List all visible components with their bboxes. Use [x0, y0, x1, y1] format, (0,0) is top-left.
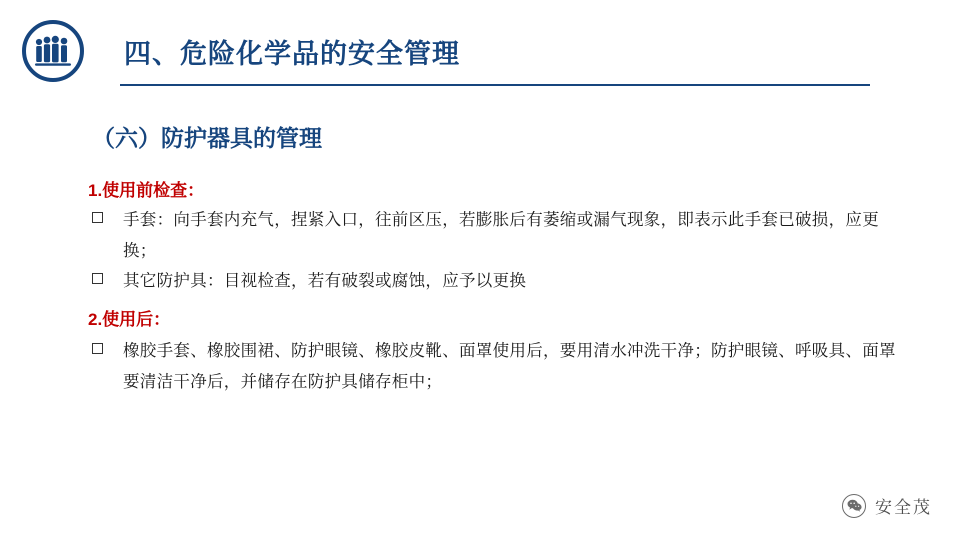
- group-heading-1: 1.使用前检查：: [88, 181, 205, 200]
- list-item: [92, 266, 904, 297]
- wechat-icon: [842, 494, 866, 518]
- watermark: [842, 493, 932, 518]
- group-heading-2: 2.使用后：: [88, 310, 171, 329]
- people-group-icon: [22, 20, 84, 82]
- list-item-text: 手套：向手套内充气，捏紧入口，往前区压，若膨胀后有萎缩或漏气现象，即表示此手套已破损，应更换；: [123, 211, 879, 261]
- watermark-text: 安全茂: [875, 498, 932, 517]
- square-bullet-icon: [92, 273, 103, 284]
- section-title: （六）防护器具的管理: [92, 125, 322, 151]
- page-title: 四、危险化学品的安全管理: [124, 39, 460, 69]
- list-item: [92, 336, 904, 399]
- list-item: [92, 205, 904, 268]
- slide-header: [0, 0, 960, 96]
- square-bullet-icon: [92, 343, 103, 354]
- list-item-text: 橡胶手套、橡胶围裙、防护眼镜、橡胶皮靴、面罩使用后，要用清水冲洗干净；防护眼镜、呼吸具、面罩要清洁干净后，并储存在防护具储存柜中；: [123, 342, 896, 392]
- header-divider: [120, 84, 870, 86]
- square-bullet-icon: [92, 212, 103, 223]
- list-item-text: 其它防护具：目视检查，若有破裂或腐蚀，应予以更换: [123, 272, 527, 290]
